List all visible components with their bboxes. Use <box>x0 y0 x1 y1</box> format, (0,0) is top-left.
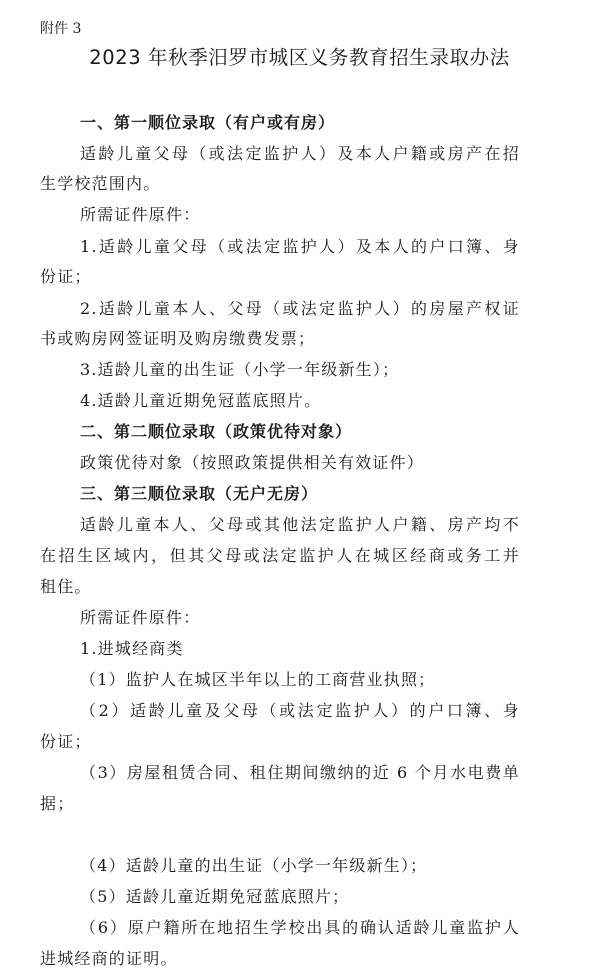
paragraph-line: 3.适龄儿童的出生证（小学一年级新生）； <box>80 360 400 379</box>
paragraph-line: 2.适龄儿童本人、父母（或法定监护人）的房屋产权证 <box>80 299 520 318</box>
section-heading-1: 一、第一顺位录取（有户或有房） <box>80 113 336 132</box>
paragraph-line: 在招生区域内，但其父母或法定监护人在城区经商或务工并 <box>40 546 520 565</box>
document-title: 2023 年秋季汨罗市城区义务教育招生录取办法 <box>89 46 510 69</box>
paragraph-line: （5）适龄儿童近期免冠蓝底照片； <box>80 887 350 906</box>
paragraph-line: 进城经商的证明。 <box>40 949 178 968</box>
paragraph-line: 生学校范围内。 <box>40 174 161 193</box>
paragraph-line: 政策优待对象（按照政策提供相关有效证件） <box>80 453 425 472</box>
paragraph-line: 适龄儿童父母（或法定监护人）及本人户籍或房产在招 <box>80 144 520 163</box>
paragraph-line: 据； <box>40 794 75 813</box>
paragraph-line: 所需证件原件： <box>80 205 201 224</box>
paragraph-line: 4.适龄儿童近期免冠蓝底照片。 <box>80 391 322 410</box>
paragraph-line: （4）适龄儿童的出生证（小学一年级新生）； <box>80 856 428 875</box>
paragraph-line: 租住。 <box>40 577 92 596</box>
annex-label: 附件 3 <box>40 21 82 37</box>
paragraph-line: 所需证件原件： <box>80 608 201 627</box>
section-heading-3: 三、第三顺位录取（无户无房） <box>80 484 319 503</box>
paragraph-line: 份证； <box>40 267 92 286</box>
paragraph-line: 份证； <box>40 732 92 751</box>
paragraph-line: 1.进城经商类 <box>80 639 184 658</box>
paragraph-line: 书或购房网签证明及购房缴费发票； <box>40 329 316 348</box>
paragraph-line: （2）适龄儿童及父母（或法定监护人）的户口簿、身 <box>80 701 520 720</box>
paragraph-line: （6）原户籍所在地招生学校出具的确认适龄儿童监护人 <box>80 918 520 937</box>
section-heading-2: 二、第二顺位录取（政策优待对象） <box>80 422 353 441</box>
paragraph-line: 1.适龄儿童父母（或法定监护人）及本人的户口簿、身 <box>80 237 520 256</box>
paragraph-line: （3）房屋租赁合同、租住期间缴纳的近 6 个月水电费单 <box>80 763 520 782</box>
paragraph-line: 适龄儿童本人、父母或其他法定监护人户籍、房产均不 <box>80 515 520 534</box>
paragraph-line: （1）监护人在城区半年以上的工商营业执照； <box>80 670 436 689</box>
